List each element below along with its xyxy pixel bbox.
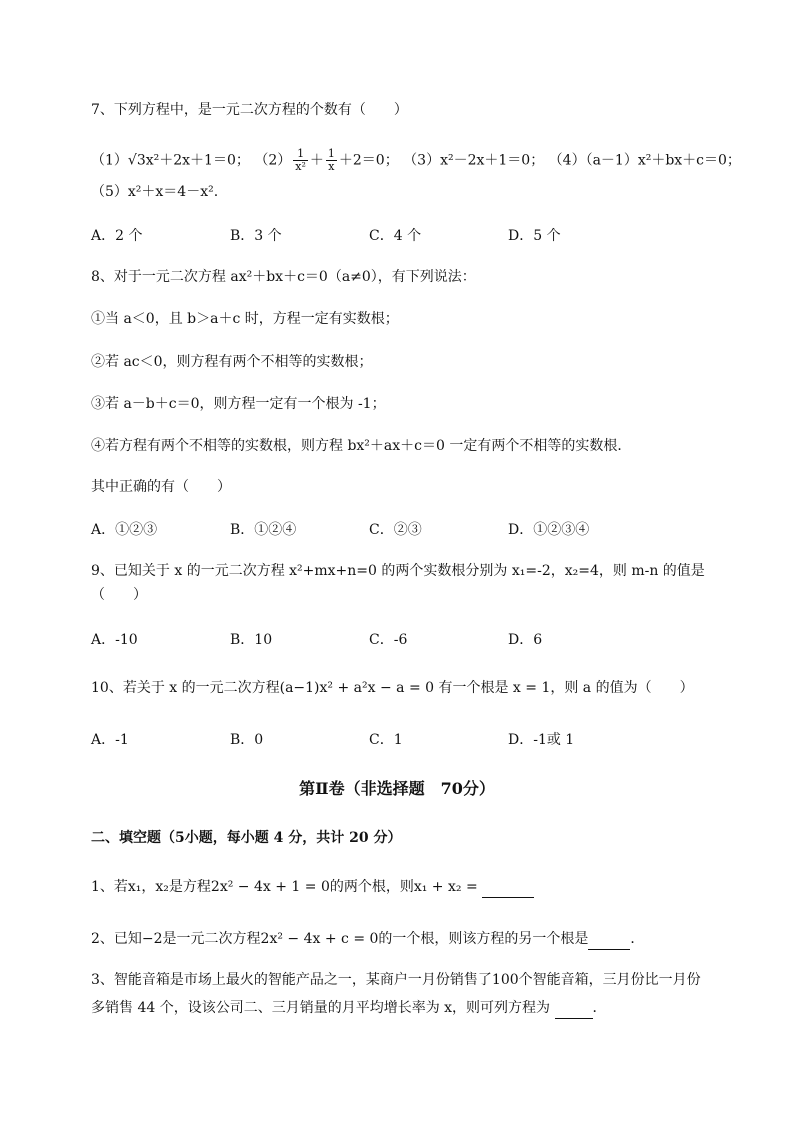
q7-eq4: （4）（a－1）x²＋bx＋c＝0；	[548, 152, 741, 169]
q7-equations: （1）√3x²＋2x＋1＝0； （2） $\frac{1}{\text{x²}}$ ＋ $\frac{1}{x}$ ＋2＝0； （3）x²－2x＋1＝0； （4）（a－1）x²＋bx＋c＝0；	[91, 147, 741, 173]
fill-question-3-line-1: 3、智能音箱是市场上最火的智能产品之一，某商户一月份销售了100个智能音箱，三月份比一月份	[91, 972, 701, 988]
q8-statement-2: ②若 ac＜0，则方程有两个不相等的实数根；	[91, 354, 373, 370]
q8-option-c[interactable]: C．②③	[369, 522, 422, 538]
fill-question-2: 2、已知−2是一元二次方程2x² − 4x + c = 0的一个根，则该方程的另一个根是 ．	[91, 929, 644, 950]
q7-stem: 7、下列方程中，是一元二次方程的个数有（ ）	[91, 102, 408, 118]
q8-option-d[interactable]: D．①②③④	[508, 522, 590, 538]
q8-statement-1: ①当 a＜0，且 b＞a＋c 时，方程一定有实数根；	[91, 311, 399, 327]
q9-option-b[interactable]: B．10	[230, 632, 273, 648]
q7-eq5: （5）x²＋x＝4－x².	[91, 184, 219, 200]
q8-stem: 8、对于一元二次方程 ax²＋bx＋c＝0（a≠0），有下列说法：	[91, 269, 476, 285]
q7-eq2-prefix: （2）	[254, 152, 292, 169]
q7-option-c[interactable]: C．4 个	[369, 228, 422, 244]
q10-option-a[interactable]: A．-1	[91, 732, 129, 748]
part-two-title: 第Ⅱ卷（非选择题 70分）	[299, 779, 495, 798]
q7-option-d[interactable]: D．5 个	[508, 228, 561, 244]
q9-stem-bracket: （ ）	[91, 587, 147, 603]
q10-option-c[interactable]: C．1	[369, 732, 403, 748]
q9-option-a[interactable]: A．-10	[91, 632, 138, 648]
q10-option-b[interactable]: B．0	[230, 732, 264, 748]
q7-eq1: （1）√3x²＋2x＋1＝0；	[91, 152, 250, 169]
fill-1-answer-blank[interactable]	[482, 877, 534, 898]
q8-option-a[interactable]: A．①②③	[91, 522, 158, 538]
q9-option-c[interactable]: C．-6	[369, 632, 408, 648]
q7-eq2-suffix: ＋2＝0；	[338, 152, 399, 169]
q7-eq2-fraction-1: $\frac{1}{\text{x²}}$	[295, 147, 306, 173]
q8-statement-4: ④若方程有两个不相等的实数根，则方程 bx²＋ax＋c＝0 一定有两个不相等的实数根．	[91, 438, 632, 454]
fill-question-1: 1、若x₁，x₂是方程2x² − 4x + 1 = 0的两个根，则x₁ + x₂ =	[91, 877, 534, 898]
q8-option-b[interactable]: B．①②④	[230, 522, 297, 538]
q7-option-a[interactable]: A．2 个	[91, 228, 143, 244]
q7-option-b[interactable]: B．3 个	[230, 228, 282, 244]
q7-eq3: （3）x²－2x＋1＝0；	[403, 152, 545, 169]
q9-stem: 9、已知关于 x 的一元二次方程 x²+mx+n=0 的两个实数根分别为 x₁=-2，x₂=4，则 m-n 的值是	[91, 563, 705, 579]
q8-ask: 其中正确的有（ ）	[91, 479, 231, 495]
q10-option-d[interactable]: D．-1或 1	[508, 732, 575, 748]
q8-statement-3: ③若 a－b＋c＝0，则方程一定有一个根为 -1；	[91, 396, 386, 412]
fill-in-heading: 二、填空题（5小题，每小题 4 分，共计 20 分）	[91, 830, 402, 846]
fill-2-answer-blank[interactable]	[588, 929, 630, 950]
q9-option-d[interactable]: D．6	[508, 632, 543, 648]
fill-3-answer-blank[interactable]	[555, 998, 593, 1019]
q10-stem: 10、若关于 x 的一元二次方程(a−1)x² + a²x − a = 0 有一个根是 x = 1，则 a 的值为（ ）	[91, 680, 694, 696]
fill-question-3-line-2: 多销售 44 个，设该公司二、三月销量的月平均增长率为 x，则可列方程为 ．	[91, 998, 607, 1019]
q7-eq2-fraction-2: $\frac{1}{x}$	[327, 147, 335, 173]
